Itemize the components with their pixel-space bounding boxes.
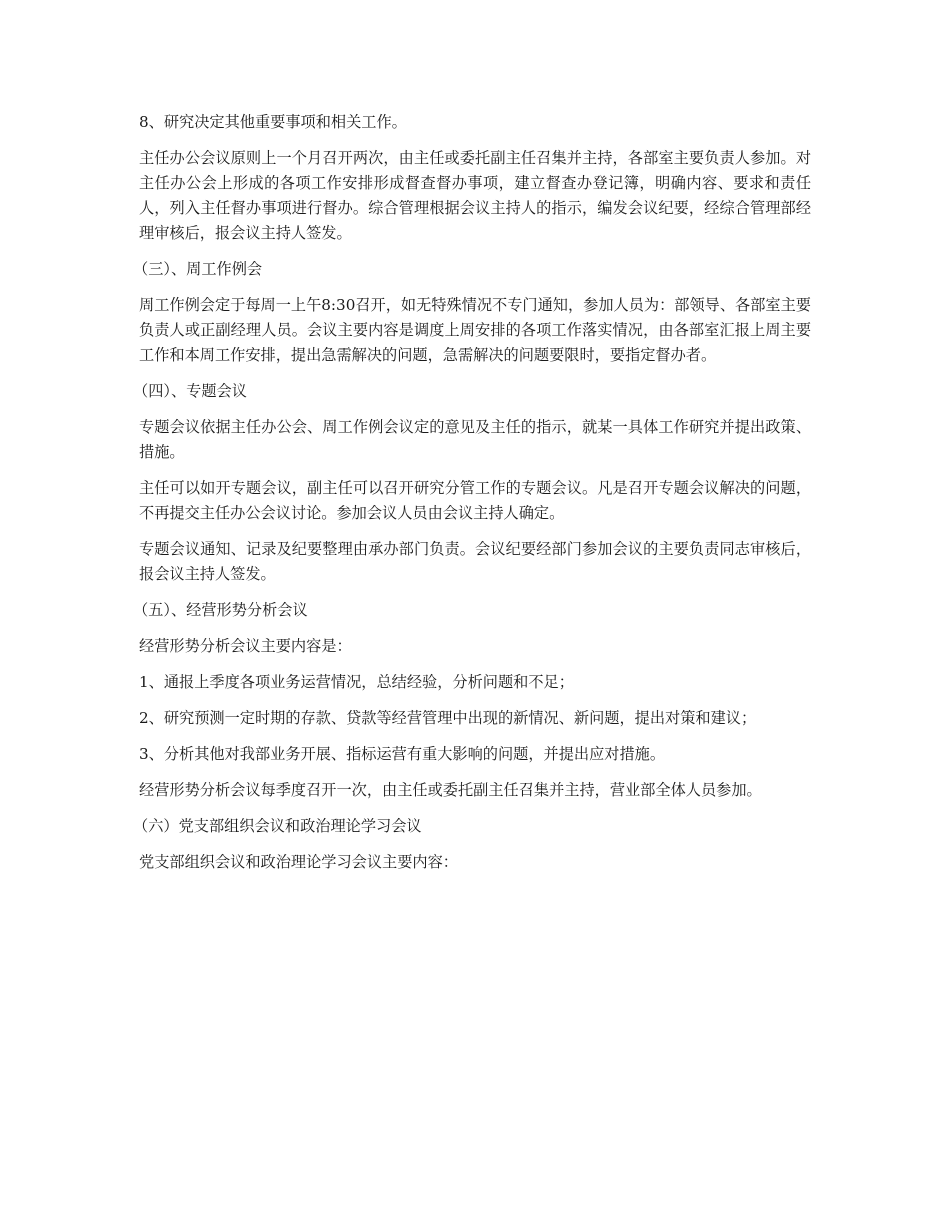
paragraph-special-meeting-basis: 专题会议依据主任办公会、周工作例会议定的意见及主任的指示，就某一具体工作研究并提出政策、措施。 (139, 418, 811, 461)
document-body (133, 110, 811, 886)
section-heading-special-meeting: （四）、专题会议 (133, 382, 247, 400)
paragraph-business-analysis-frequency: 经营形势分析会议每季度召开一次，由主任或委托副主任召集并主持，营业部全体人员参加。 (139, 781, 762, 799)
list-item-1: 1、通报上季度各项业务运营情况，总结经验，分析问题和不足； (139, 673, 574, 691)
paragraph-special-meeting-convening: 主任可以如开专题会议，副主任可以召开研究分管工作的专题会议。凡是召开专题会议解决的问题，不再提交主任办公会议讨论。参加会议人员由会议主持人确定。 (139, 479, 811, 522)
list-item-8: 8、研究决定其他重要事项和相关工作。 (139, 113, 407, 131)
paragraph-special-meeting-minutes: 专题会议通知、记录及纪要整理由承办部门负责。会议纪要经部门参加会议的主要负责同志审核后，报会议主持人签发。 (139, 540, 811, 583)
paragraph-weekly-meeting: 周工作例会定于每周一上午8:30召开，如无特殊情况不专门通知，参加人员为：部领导、各部室主要负责人或正副经理人员。会议主要内容是调度上周安排的各项工作落实情况，由各部室汇报上周主要工作和本周工作安排，提出急需解决的问题，急需解决的问题要限时，要指定督办者。 (139, 296, 811, 364)
section-heading-weekly-meeting: （三）、周工作例会 (133, 260, 263, 278)
list-item-2: 2、研究预测一定时期的存款、贷款等经营管理中出现的新情况、新问题，提出对策和建议； (139, 709, 757, 727)
list-item-3: 3、分析其他对我部业务开展、指标运营有重大影响的问题，并提出应对措施。 (139, 745, 666, 763)
section-heading-party-branch: （六）党支部组织会议和政治理论学习会议 (133, 817, 422, 835)
section-heading-business-analysis: （五）、经营形势分析会议 (133, 601, 308, 619)
paragraph-business-analysis-intro: 经营形势分析会议主要内容是： (139, 637, 352, 655)
paragraph-party-branch-intro: 党支部组织会议和政治理论学习会议主要内容： (139, 853, 458, 871)
paragraph-director-office-meeting: 主任办公会议原则上一个月召开两次，由主任或委托副主任召集并主持，各部室主要负责人参加。对主任办公会上形成的各项工作安排形成督查督办事项，建立督查办登记簿，明确内容、要求和责任人，列入主任督办事项进行督办。综合管理根据会议主持人的指示，编发会议纪要，经综合管理部经理审核后，报会议主持人签发。 (139, 149, 811, 242)
